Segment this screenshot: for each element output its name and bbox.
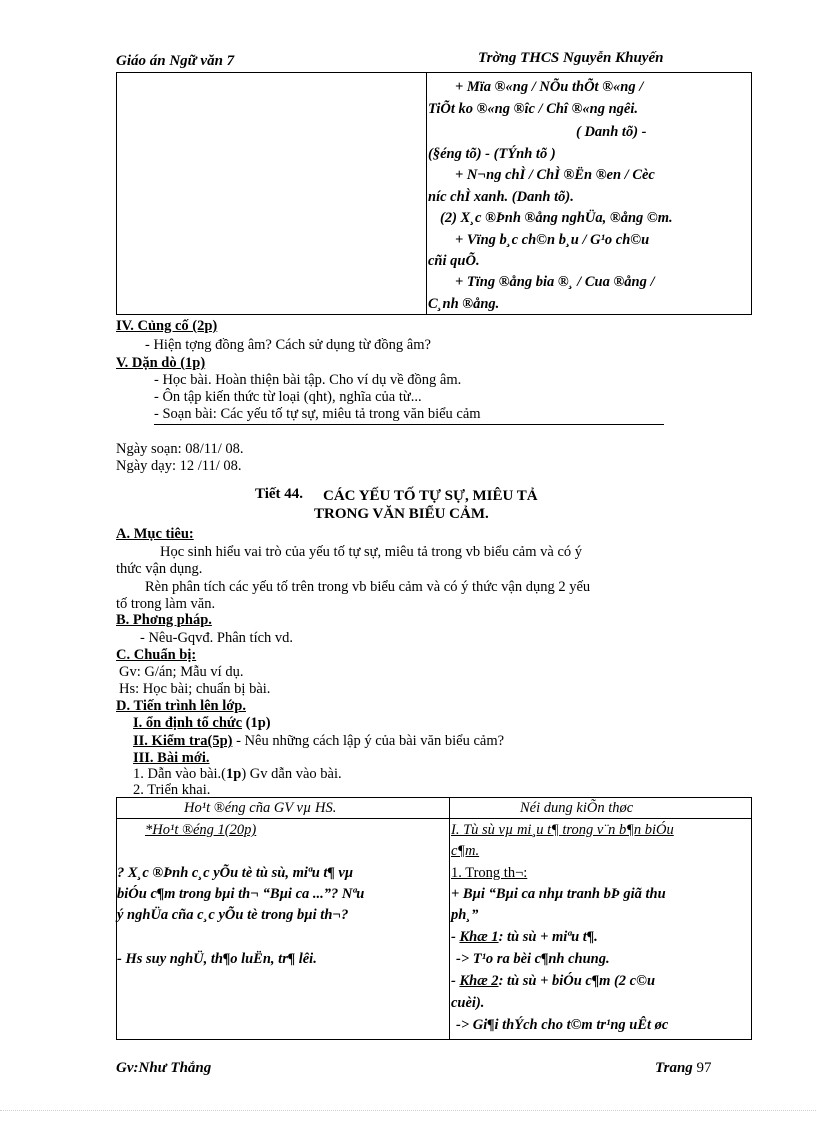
section-v-rule	[154, 424, 664, 425]
step1-time: 1p	[226, 766, 242, 782]
content-heading-line2: c¶m.	[451, 843, 480, 859]
stanza-2-text: : tù sù + biÓu c¶m (2 c©u	[498, 973, 656, 989]
activity-question-line: biÓu c¶m trong bµi th¬ “Bµi ca ...”? Nªu	[117, 886, 365, 902]
section-d-iii-heading: III. Bài mới.	[133, 750, 210, 766]
section-d-ii-text: - Nêu những cách lập ý của bài văn biểu cảm?	[232, 733, 505, 749]
section-a-heading: A. Mục tiêu:	[116, 526, 194, 542]
content-stanza-2-cont: cuèi).	[451, 995, 485, 1011]
lesson-title-line2: TRONG VĂN BIỂU CẢM.	[314, 506, 489, 522]
top-table-line: TiÕt ko ®«ng ®îc / Chî ®«ng ngêi.	[428, 101, 639, 117]
top-table-line: (§éng tõ) - (TÝnh tõ )	[428, 146, 556, 162]
section-d-i-time: (1p)	[242, 715, 271, 731]
section-iv-item: - Hiện tợng đồng âm? Cách sử dụng từ đồng âm?	[145, 337, 431, 353]
lesson-number: Tiết 44.	[255, 486, 304, 502]
top-table-line: + N¬ng chÌ / ChÌ ®Ën ®en / Cèc	[455, 167, 655, 183]
section-d-ii	[133, 733, 504, 750]
top-table-line: C¸nh ®ång.	[428, 296, 500, 312]
top-table-line: cñi quÕ.	[428, 253, 480, 269]
section-v-item: - Soạn bài: Các yếu tố tự sự, miêu tả trong văn biểu cảm	[154, 406, 481, 422]
section-b-heading: B. Phơng pháp.	[116, 612, 212, 628]
footer-page	[655, 1060, 712, 1077]
top-table-line: níc chÌ xanh. (Danh tõ).	[428, 189, 574, 205]
header-left: Giáo án Ngữ văn 7	[116, 53, 235, 69]
top-table-divider	[426, 73, 427, 315]
content-stanza-1: - Khæ 1: tù sù + miªu t¶.	[451, 929, 598, 945]
activity-question-line: ? X¸c ®Þnh c¸c yÕu tè tù sù, miªu t¶ vµ	[117, 865, 354, 881]
activity-col1-header: Ho¹t ®éng cña GV vµ HS.	[184, 800, 337, 816]
section-a-p1-line2: thức vận dụng.	[116, 561, 203, 577]
activity-1-label: *Ho¹t ®éng 1(20p)	[145, 822, 257, 838]
activity-col2-header: Néi dung kiÕn thøc	[520, 800, 634, 816]
section-c-hs: Hs: Học bài; chuẩn bị bài.	[119, 681, 271, 697]
activity-table-divider	[449, 797, 450, 1040]
section-d-i-heading: I. ổn định tổ chức	[133, 715, 243, 731]
content-stanza-1-result: -> T¹o ra bèi c¶nh chung.	[456, 951, 610, 967]
section-a-p1-line1: Học sinh hiểu vai trò của yếu tố tự sự, miêu tả trong vb biểu cảm và có ý	[160, 544, 583, 560]
top-table-line: (2) X¸c ®Þnh ®ång nghÜa, ®ång ©m.	[440, 210, 673, 226]
section-v-heading: V. Dặn dò (1p)	[116, 355, 206, 371]
footer-page-number: 97	[696, 1060, 712, 1076]
content-subheading	[451, 865, 527, 882]
date-day: Ngày dạy: 12 /11/ 08.	[116, 458, 242, 474]
content-subheading-text: 1. Trong th¬:	[451, 865, 528, 881]
top-table-line: + Vïng b¸c ch©n b¸u / G¹o ch©u	[455, 232, 650, 248]
lesson-title-line1: CÁC YẾU TỐ TỰ SỰ, MIÊU TẢ	[323, 488, 538, 504]
stanza-1-label: Khæ 1	[459, 929, 499, 945]
section-d-ii-heading: II. Kiểm tra(5p)	[133, 733, 233, 749]
content-stanza-2: - Khæ 2: tù sù + biÓu c¶m (2 c©u	[451, 973, 656, 989]
content-poem-line: ph¸”	[451, 907, 479, 923]
top-table-line: ( Danh tõ) -	[576, 124, 647, 140]
section-v-item: - Ôn tập kiến thức từ loại (qht), nghĩa của từ...	[154, 389, 422, 405]
section-d-i	[133, 715, 271, 732]
footer-gv-prefix: Gv:	[116, 1060, 139, 1076]
section-a-p2-line1: Rèn phân tích các yếu tố trên trong vb biểu cảm và có ý thức vận dụng 2 yếu	[145, 579, 591, 595]
section-d-step1	[133, 766, 342, 783]
content-stanza-2-result: -> Gi¶i thÝch cho t©m tr¹ng uÊt øc	[456, 1017, 669, 1033]
section-c-heading: C. Chuẩn bị:	[116, 647, 197, 663]
section-d-heading: D. Tiến trình lên lớp.	[116, 698, 246, 714]
page-bottom-edge	[0, 1110, 816, 1111]
top-table-line: + Tïng ®ång bia ®¸ / Cua ®ång /	[455, 274, 655, 290]
step1-c: ) Gv dẫn vào bài.	[241, 766, 342, 782]
footer-teacher	[116, 1060, 211, 1077]
date-soan: Ngày soạn: 08/11/ 08.	[116, 441, 244, 457]
section-d-step2: 2. Triển khai.	[133, 782, 211, 798]
stanza-2-label: Khæ 2	[459, 973, 499, 989]
stanza-1-text: : tù sù + miªu t¶.	[498, 929, 598, 945]
section-iv-heading: IV. Củng cố (2p)	[116, 318, 218, 334]
section-a-p2-line2: tố trong làm văn.	[116, 596, 216, 612]
top-table-line: + Mïa ®«ng / NÕu thÕt ®«ng /	[455, 79, 644, 95]
footer-page-label: Trang	[655, 1060, 693, 1076]
activity-student-response: - Hs suy nghÜ, th¶o luËn, tr¶ lêi.	[117, 951, 317, 967]
content-heading-line1: I. Tù sù vµ mi¸u t¶ trong v¨n b¶n biÓu	[451, 822, 674, 838]
activity-question-line: ý nghÜa cña c¸c yÕu tè trong bµi th¬?	[117, 907, 349, 923]
footer-gv-name: Như Thắng	[138, 1060, 212, 1076]
section-v-item: - Học bài. Hoàn thiện bài tập. Cho ví dụ về đồng âm.	[154, 372, 462, 388]
content-poem-line: + Bµi “Bµi ca nhµ tranh bÞ giã thu	[451, 886, 666, 902]
step1-a: 1. Dẫn vào bài.(	[133, 766, 227, 782]
header-right: Trờng THCS Nguyễn Khuyến	[478, 50, 664, 66]
activity-table-header-rule	[116, 818, 752, 819]
section-b-item: - Nêu-Gqvđ. Phân tích vd.	[140, 630, 294, 646]
section-c-gv: Gv: G/án; Mẫu ví dụ.	[119, 664, 244, 680]
